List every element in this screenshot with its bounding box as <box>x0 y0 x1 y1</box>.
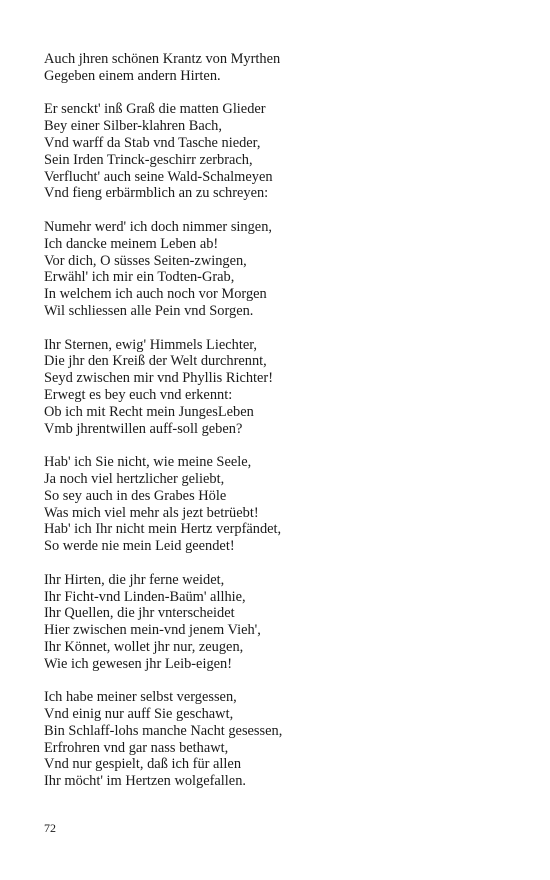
poem-line: Numehr werd' ich doch nimmer singen, <box>44 218 272 235</box>
poem-line: Vor dich, O süsses Seiten-zwingen, <box>44 252 247 269</box>
poem-line: Erwegt es bey euch vnd erkennt: <box>44 386 233 403</box>
poem-line: Vnd nur gespielt, daß ich für allen <box>44 756 242 773</box>
poem-line: So werde nie mein Leid geendet! <box>44 538 235 555</box>
poem-line: Ich dancke meinem Leben ab! <box>44 235 219 252</box>
poem-line: Vmb jhrentwillen auff-soll geben? <box>44 420 243 437</box>
poem-line: Verflucht' auch seine Wald-Schalmeyen <box>44 168 273 185</box>
poem-line: Hab' ich Sie nicht, wie meine Seele, <box>44 454 252 471</box>
poem-line: Vnd einig nur auff Sie geschawt, <box>44 706 234 723</box>
poem-line: Ihr möcht' im Hertzen wolgefallen. <box>44 773 246 790</box>
stanza-6 <box>44 572 524 673</box>
poem-line: Hier zwischen mein-vnd jenem Vieh', <box>44 622 261 639</box>
poem-line: Die jhr den Kreiß der Welt durchrennt, <box>44 353 267 370</box>
poem-line: Bin Schlaff-lohs manche Nacht gesessen, <box>44 722 283 739</box>
page-number: 72 <box>44 821 56 835</box>
poem-line: In welchem ich auch noch vor Morgen <box>44 286 267 303</box>
poem-line: Ihr Quellen, die jhr vnterscheidet <box>44 605 235 622</box>
poem-line: Ihr Ficht-vnd Linden-Baüm' allhie, <box>44 588 246 605</box>
stanza-3 <box>44 219 524 320</box>
poem-line: Ihr Hirten, die jhr ferne weidet, <box>44 571 225 588</box>
stanza-7 <box>44 689 524 790</box>
poem-line: Ihr Könnet, wollet jhr nur, zeugen, <box>44 638 244 655</box>
stanza-2 <box>44 101 524 202</box>
poem-line: Sein Irden Trinck-geschirr zerbrach, <box>44 151 253 168</box>
poem-line: Ihr Sternen, ewig' Himmels Liechter, <box>44 336 258 353</box>
poem-line: Wie ich gewesen jhr Leib-eigen! <box>44 655 233 672</box>
poem-line: Ja noch viel hertzlicher geliebt, <box>44 470 225 487</box>
poem-line: Ob ich mit Recht mein JungesLeben <box>44 403 254 420</box>
poem-line: Auch jhren schönen Krantz von Myrthen <box>44 51 281 67</box>
poem-line: Bey einer Silber-klahren Bach, <box>44 118 222 135</box>
stanza-1 <box>44 51 524 85</box>
poem-line: Ich habe meiner selbst vergessen, <box>44 689 237 706</box>
poem-line: So sey auch in des Grabes Höle <box>44 487 227 504</box>
poem-line: Hab' ich Ihr nicht mein Hertz verpfändet, <box>44 521 282 538</box>
stanza-4 <box>44 337 524 438</box>
poem-line: Seyd zwischen mir vnd Phyllis Richter! <box>44 370 274 387</box>
poem-line: Erwähl' ich mir ein Todten-Grab, <box>44 269 235 286</box>
poem-line: Er senckt' inß Graß die matten Glieder <box>44 101 266 118</box>
poem-line: Vnd warff da Stab vnd Tasche nieder, <box>44 134 261 151</box>
poem-body <box>44 51 524 807</box>
poem-line: Vnd fieng erbärmblich an zu schreyen: <box>44 185 269 202</box>
stanza-5 <box>44 454 524 555</box>
poem-line: Was mich viel mehr als jezt betrüebt! <box>44 504 259 521</box>
poem-line: Wil schliessen alle Pein vnd Sorgen. <box>44 302 254 319</box>
poem-line: Erfrohren vnd gar nass bethawt, <box>44 739 229 756</box>
poem-line: Gegeben einem andern Hirten. <box>44 67 221 84</box>
